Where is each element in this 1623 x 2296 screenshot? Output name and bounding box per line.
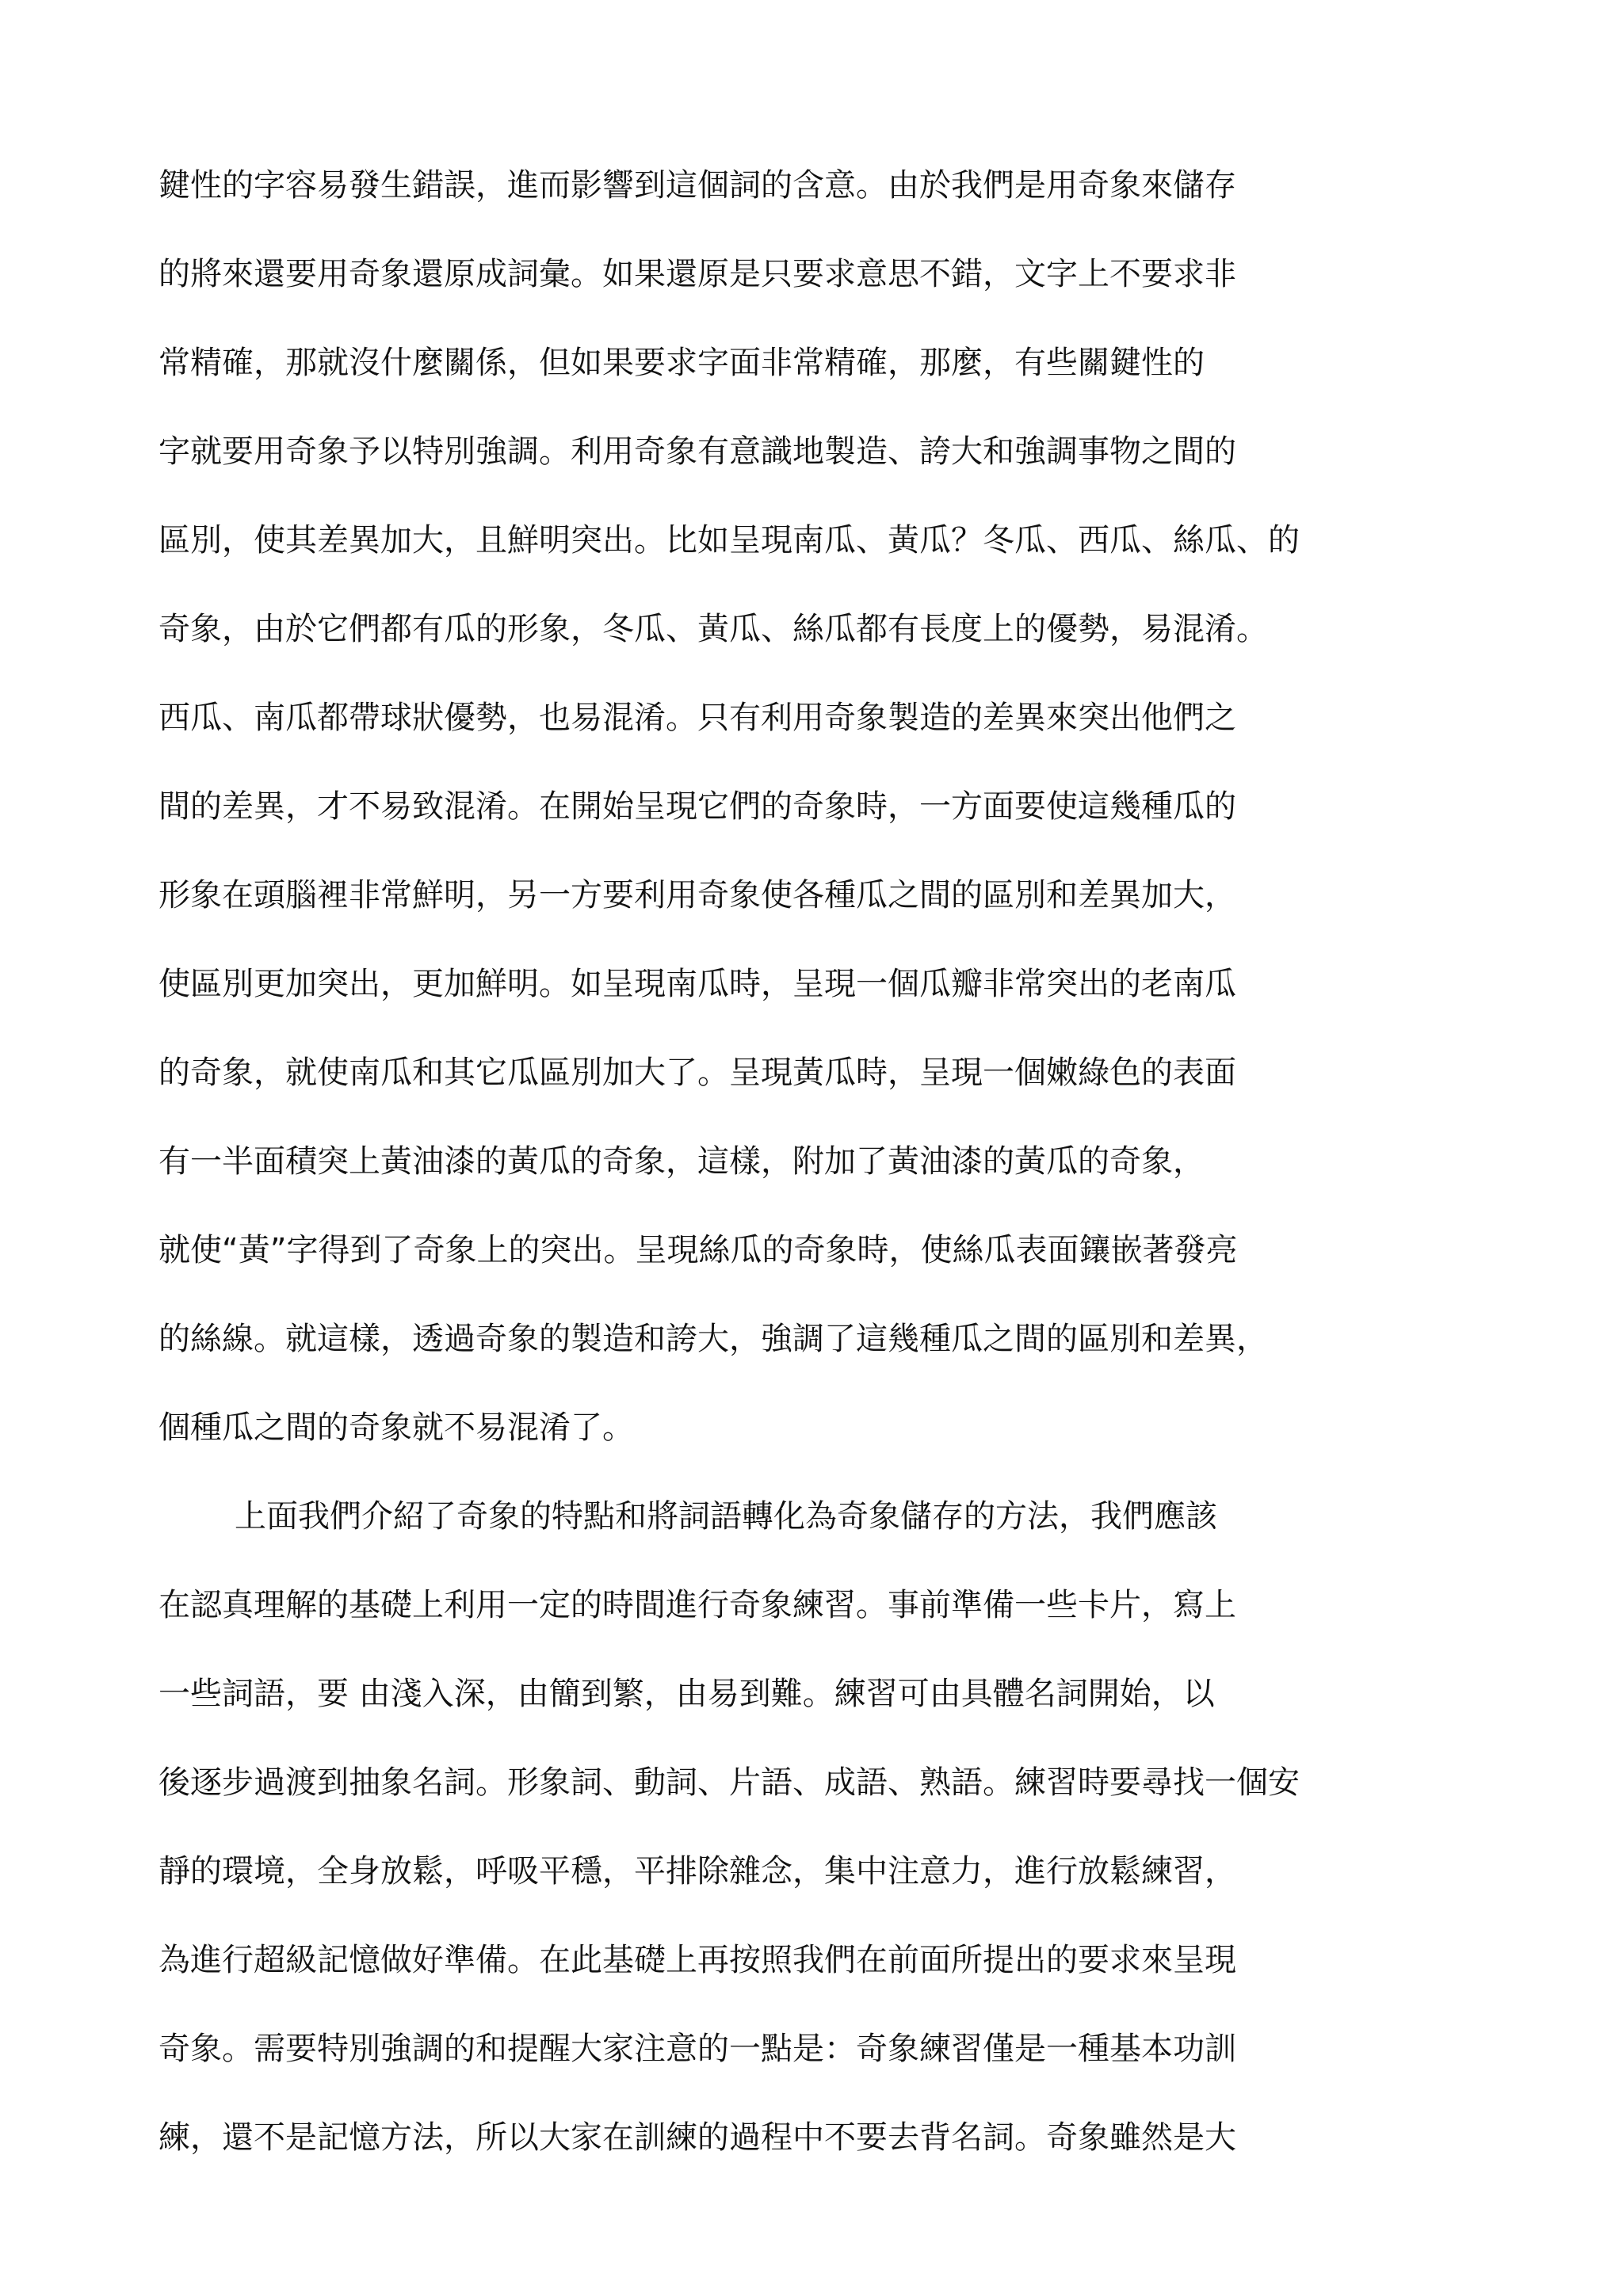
text-line: 區別，使其差異加大，且鮮明突出。比如呈現南瓜、黃瓜？冬瓜、西瓜、絲瓜、的 — [158, 522, 1300, 559]
text-line: 形象在頭腦裡非常鮮明，另一方要利用奇象使各種瓜之間的區別和差異加大， — [158, 877, 1236, 913]
text-line: 的奇象，就使南瓜和其它瓜區別加大了。呈現黃瓜時，呈現一個嫩綠色的表面 — [158, 1055, 1236, 1091]
paragraph-start-line: 上面我們介紹了奇象的特點和將詞語轉化為奇象儲存的方法，我們應該 — [235, 1498, 1217, 1535]
text-line: 奇象，由於它們都有瓜的形象，冬瓜、黃瓜、絲瓜都有長度上的優勢，易混淆。 — [158, 611, 1268, 647]
text-line: 靜的環境，全身放鬆，呼吸平穩，平排除雜念，集中注意力，進行放鬆練習， — [158, 1853, 1236, 1890]
text-line: 使區別更加突出，更加鮮明。如呈現南瓜時，呈現一個瓜瓣非常突出的老南瓜 — [158, 966, 1236, 1002]
text-line: 西瓜、南瓜都帶球狀優勢，也易混淆。只有利用奇象製造的差異來突出他們之 — [158, 700, 1236, 736]
body-text — [158, 141, 1490, 2182]
text-line: 在認真理解的基礎上利用一定的時間進行奇象練習。事前準備一些卡片，寫上 — [158, 1587, 1236, 1623]
text-line: 就使“黃”字得到了奇象上的突出。呈現絲瓜的奇象時，使絲瓜表面鑲嵌著發亮 — [158, 1232, 1238, 1268]
text-line: 的絲線。就這樣，透過奇象的製造和誇大，強調了這幾種瓜之間的區別和差異， — [158, 1321, 1268, 1357]
text-line: 常精確，那就沒什麼關係，但如果要求字面非常精確，那麼，有些關鍵性的 — [158, 345, 1205, 381]
text-line: 字就要用奇象予以特別強調。利用奇象有意識地製造、誇大和強調事物之間的 — [158, 433, 1236, 470]
text-line: 奇象。需要特別強調的和提醒大家注意的一點是：奇象練習僅是一種基本功訓 — [158, 2031, 1236, 2067]
text-line: 有一半面積突上黃油漆的黃瓜的奇象，這樣，附加了黃油漆的黃瓜的奇象， — [158, 1143, 1205, 1180]
text-line: 鍵性的字容易發生錯誤，進而影響到這個詞的含意。由於我們是用奇象來儲存 — [158, 167, 1236, 204]
text-line: 後逐步過渡到抽象名詞。形象詞、動詞、片語、成語、熟語。練習時要尋找一個安 — [158, 1764, 1300, 1801]
text-line: 為進行超級記憶做好準備。在此基礎上再按照我們在前面所提出的要求來呈現 — [158, 1942, 1236, 1978]
text-line: 一些詞語，要 由淺入深，由簡到繁，由易到難。練習可由具體名詞開始，以 — [158, 1676, 1215, 1712]
text-line: 練，還不是記憶方法，所以大家在訓練的過程中不要去背名詞。奇象雖然是大 — [158, 2119, 1236, 2156]
text-line: 個種瓜之間的奇象就不易混淆了。 — [158, 1409, 634, 1446]
text-line: 的將來還要用奇象還原成詞彙。如果還原是只要求意思不錯，文字上不要求非 — [158, 256, 1236, 292]
text-line: 間的差異，才不易致混淆。在開始呈現它們的奇象時，一方面要使這幾種瓜的 — [158, 788, 1236, 825]
